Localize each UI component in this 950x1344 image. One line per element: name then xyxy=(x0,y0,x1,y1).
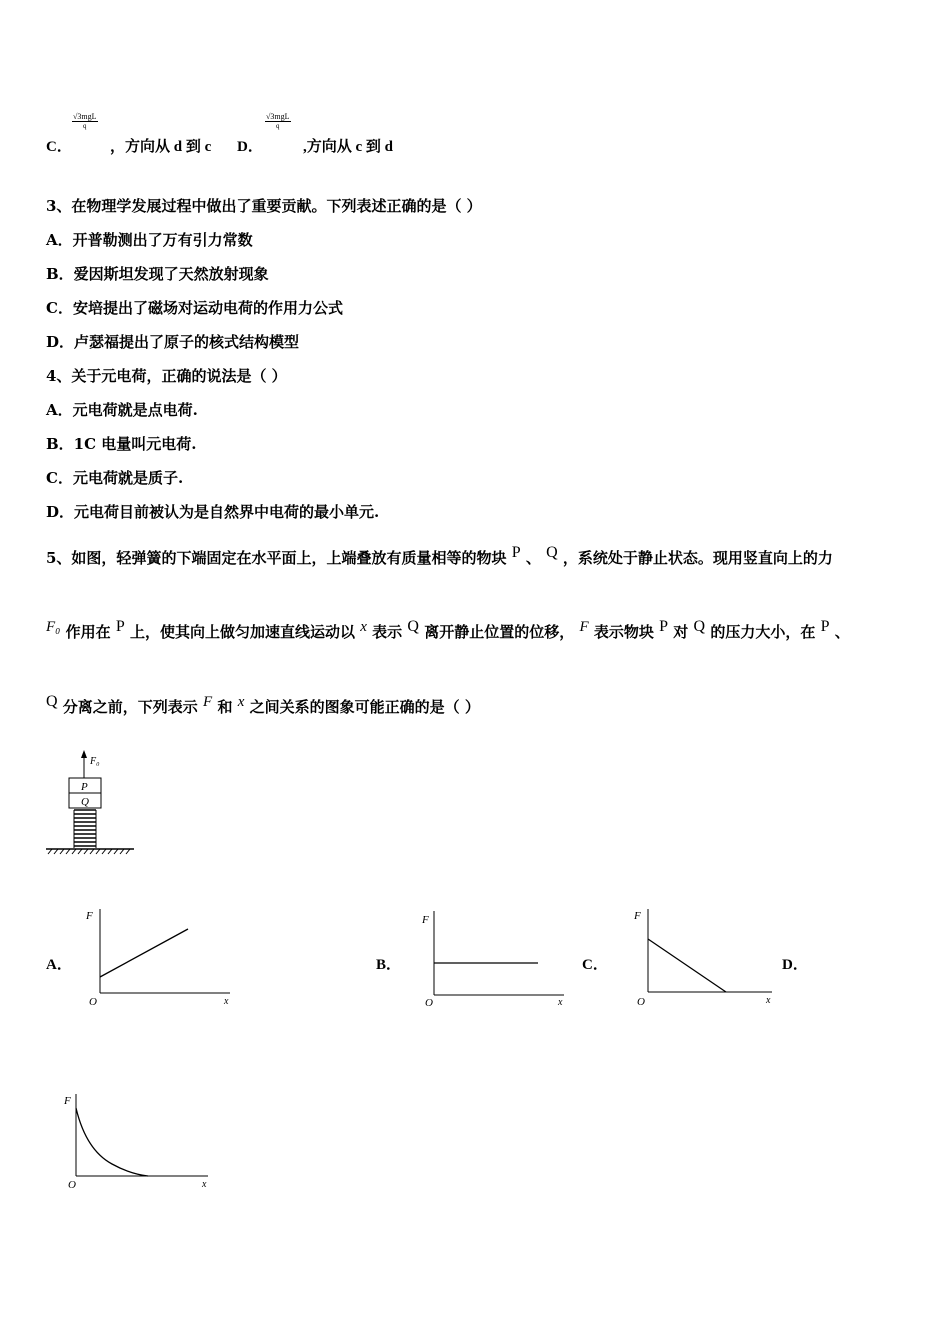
q3-option-a: A．开普勒测出了万有引力常数 xyxy=(46,231,253,249)
block-p-label: P xyxy=(81,781,88,793)
answer-option-c-label: C． xyxy=(582,957,608,973)
symbol-p: P xyxy=(511,544,521,561)
q3-stem: 3、在物理学发展过程中做出了重要贡献。下列表述正确的是（ ） xyxy=(46,197,482,215)
q5-text-2f: 对 xyxy=(673,623,689,641)
graph-d-curve xyxy=(76,1108,148,1176)
graph-a-x-label: x xyxy=(224,996,229,1007)
answer-option-d-label: D． xyxy=(782,957,808,973)
graph-d-x-label: x xyxy=(202,1179,207,1190)
q2-d-numerator: √3mgL xyxy=(266,112,290,121)
q5-text-2a: 作用在 xyxy=(65,623,111,641)
q2-d-denominator: q xyxy=(276,122,280,130)
q5-text-3a: 分离之前，下列表示 xyxy=(62,698,198,716)
graph-a-origin: O xyxy=(89,996,97,1008)
q5-text-2g: 的压力大小，在 xyxy=(710,623,816,641)
symbol-q: Q xyxy=(546,544,558,561)
q5-text-2e: 表示物块 xyxy=(593,623,654,641)
q5-line-2 xyxy=(46,618,850,643)
graph-b-origin: O xyxy=(425,997,433,1009)
graph-c-x-label: x xyxy=(766,995,771,1006)
spring-figure xyxy=(44,748,136,860)
symbol-p: P xyxy=(115,618,125,635)
q5-text-2b: 上，使其向上做匀加速直线运动以 xyxy=(130,623,356,641)
q4-option-a: A．元电荷就是点电荷. xyxy=(46,401,198,419)
q2-option-c-label: C． xyxy=(46,139,72,155)
graph-c-y-label: F xyxy=(634,910,641,922)
graph-d-origin: O xyxy=(68,1179,76,1191)
q5-line-1 xyxy=(46,544,833,569)
q2-option-d-text: ,方向从 c 到 d xyxy=(303,139,394,155)
symbol-f: F xyxy=(579,619,589,635)
q4-option-c: C．元电荷就是质子. xyxy=(46,469,184,487)
graph-a-curve xyxy=(100,929,188,977)
q4-option-b: B．1C 电量叫元电荷. xyxy=(46,435,197,453)
force-arrowhead xyxy=(81,750,87,758)
q5-text-3b: 和 xyxy=(217,698,233,716)
spring xyxy=(74,810,96,846)
q2-option-d-label: D． xyxy=(237,139,263,155)
q5-text-2d: 离开静止位置的位移， xyxy=(424,623,575,641)
block-q-label: Q xyxy=(81,796,89,808)
q2-c-denominator: q xyxy=(83,122,87,130)
q5-text-1a: 5、如图，轻弹簧的下端固定在水平面上，上端叠放有质量相等的物块 xyxy=(46,549,507,567)
graph-b xyxy=(412,905,572,1010)
q3-option-c: C．安培提出了磁场对运动电荷的作用力公式 xyxy=(46,299,343,317)
symbol-x: x xyxy=(360,619,367,635)
graph-b-y-label: F xyxy=(422,914,429,926)
q2-c-numerator: √3mgL xyxy=(73,112,97,121)
graph-c-origin: O xyxy=(637,996,645,1008)
q4-option-d: D．元电荷目前被认为是自然界中电荷的最小单元. xyxy=(46,503,380,521)
symbol-q: Q xyxy=(407,618,419,635)
graph-a xyxy=(80,905,240,1010)
symbol-q: Q xyxy=(46,693,58,710)
q5-text-1b: ，系统处于静止状态。现用竖直向上的力 xyxy=(562,549,833,567)
symbol-p: P xyxy=(820,618,830,635)
q5-sep: 、 xyxy=(525,549,541,567)
graph-b-x-label: x xyxy=(558,997,563,1008)
q2-option-c-text: ，方向从 d 到 c xyxy=(110,139,212,155)
q3-option-d: D．卢瑟福提出了原子的核式结构模型 xyxy=(46,333,300,351)
graph-a-y-label: F xyxy=(86,910,93,922)
q5-line-3 xyxy=(46,693,480,718)
q2-option-c-fraction xyxy=(72,112,98,130)
symbol-p: P xyxy=(659,618,669,635)
q4-stem: 4、关于元电荷，正确的说法是（ ） xyxy=(46,367,287,385)
q5-text-2c: 表示 xyxy=(372,623,403,641)
graph-d-y-label: F xyxy=(64,1095,71,1107)
answer-option-a-label: A． xyxy=(46,957,72,973)
answer-option-b-label: B． xyxy=(376,957,402,973)
graph-c-curve xyxy=(648,939,726,992)
symbol-x: x xyxy=(237,694,245,710)
graph-c xyxy=(628,905,778,1010)
force-label: F₀ xyxy=(90,756,100,767)
q5-text-3c: 之间关系的图象可能正确的是（ ） xyxy=(249,698,480,716)
graph-d xyxy=(60,1090,220,1195)
symbol-q: Q xyxy=(693,618,706,635)
symbol-f0: F₀ xyxy=(46,619,61,635)
q5-text-2h: 、 xyxy=(834,623,850,641)
symbol-f: F xyxy=(203,694,213,710)
q2-option-d-fraction xyxy=(265,112,291,130)
q3-option-b: B．爱因斯坦发现了天然放射现象 xyxy=(46,265,269,283)
